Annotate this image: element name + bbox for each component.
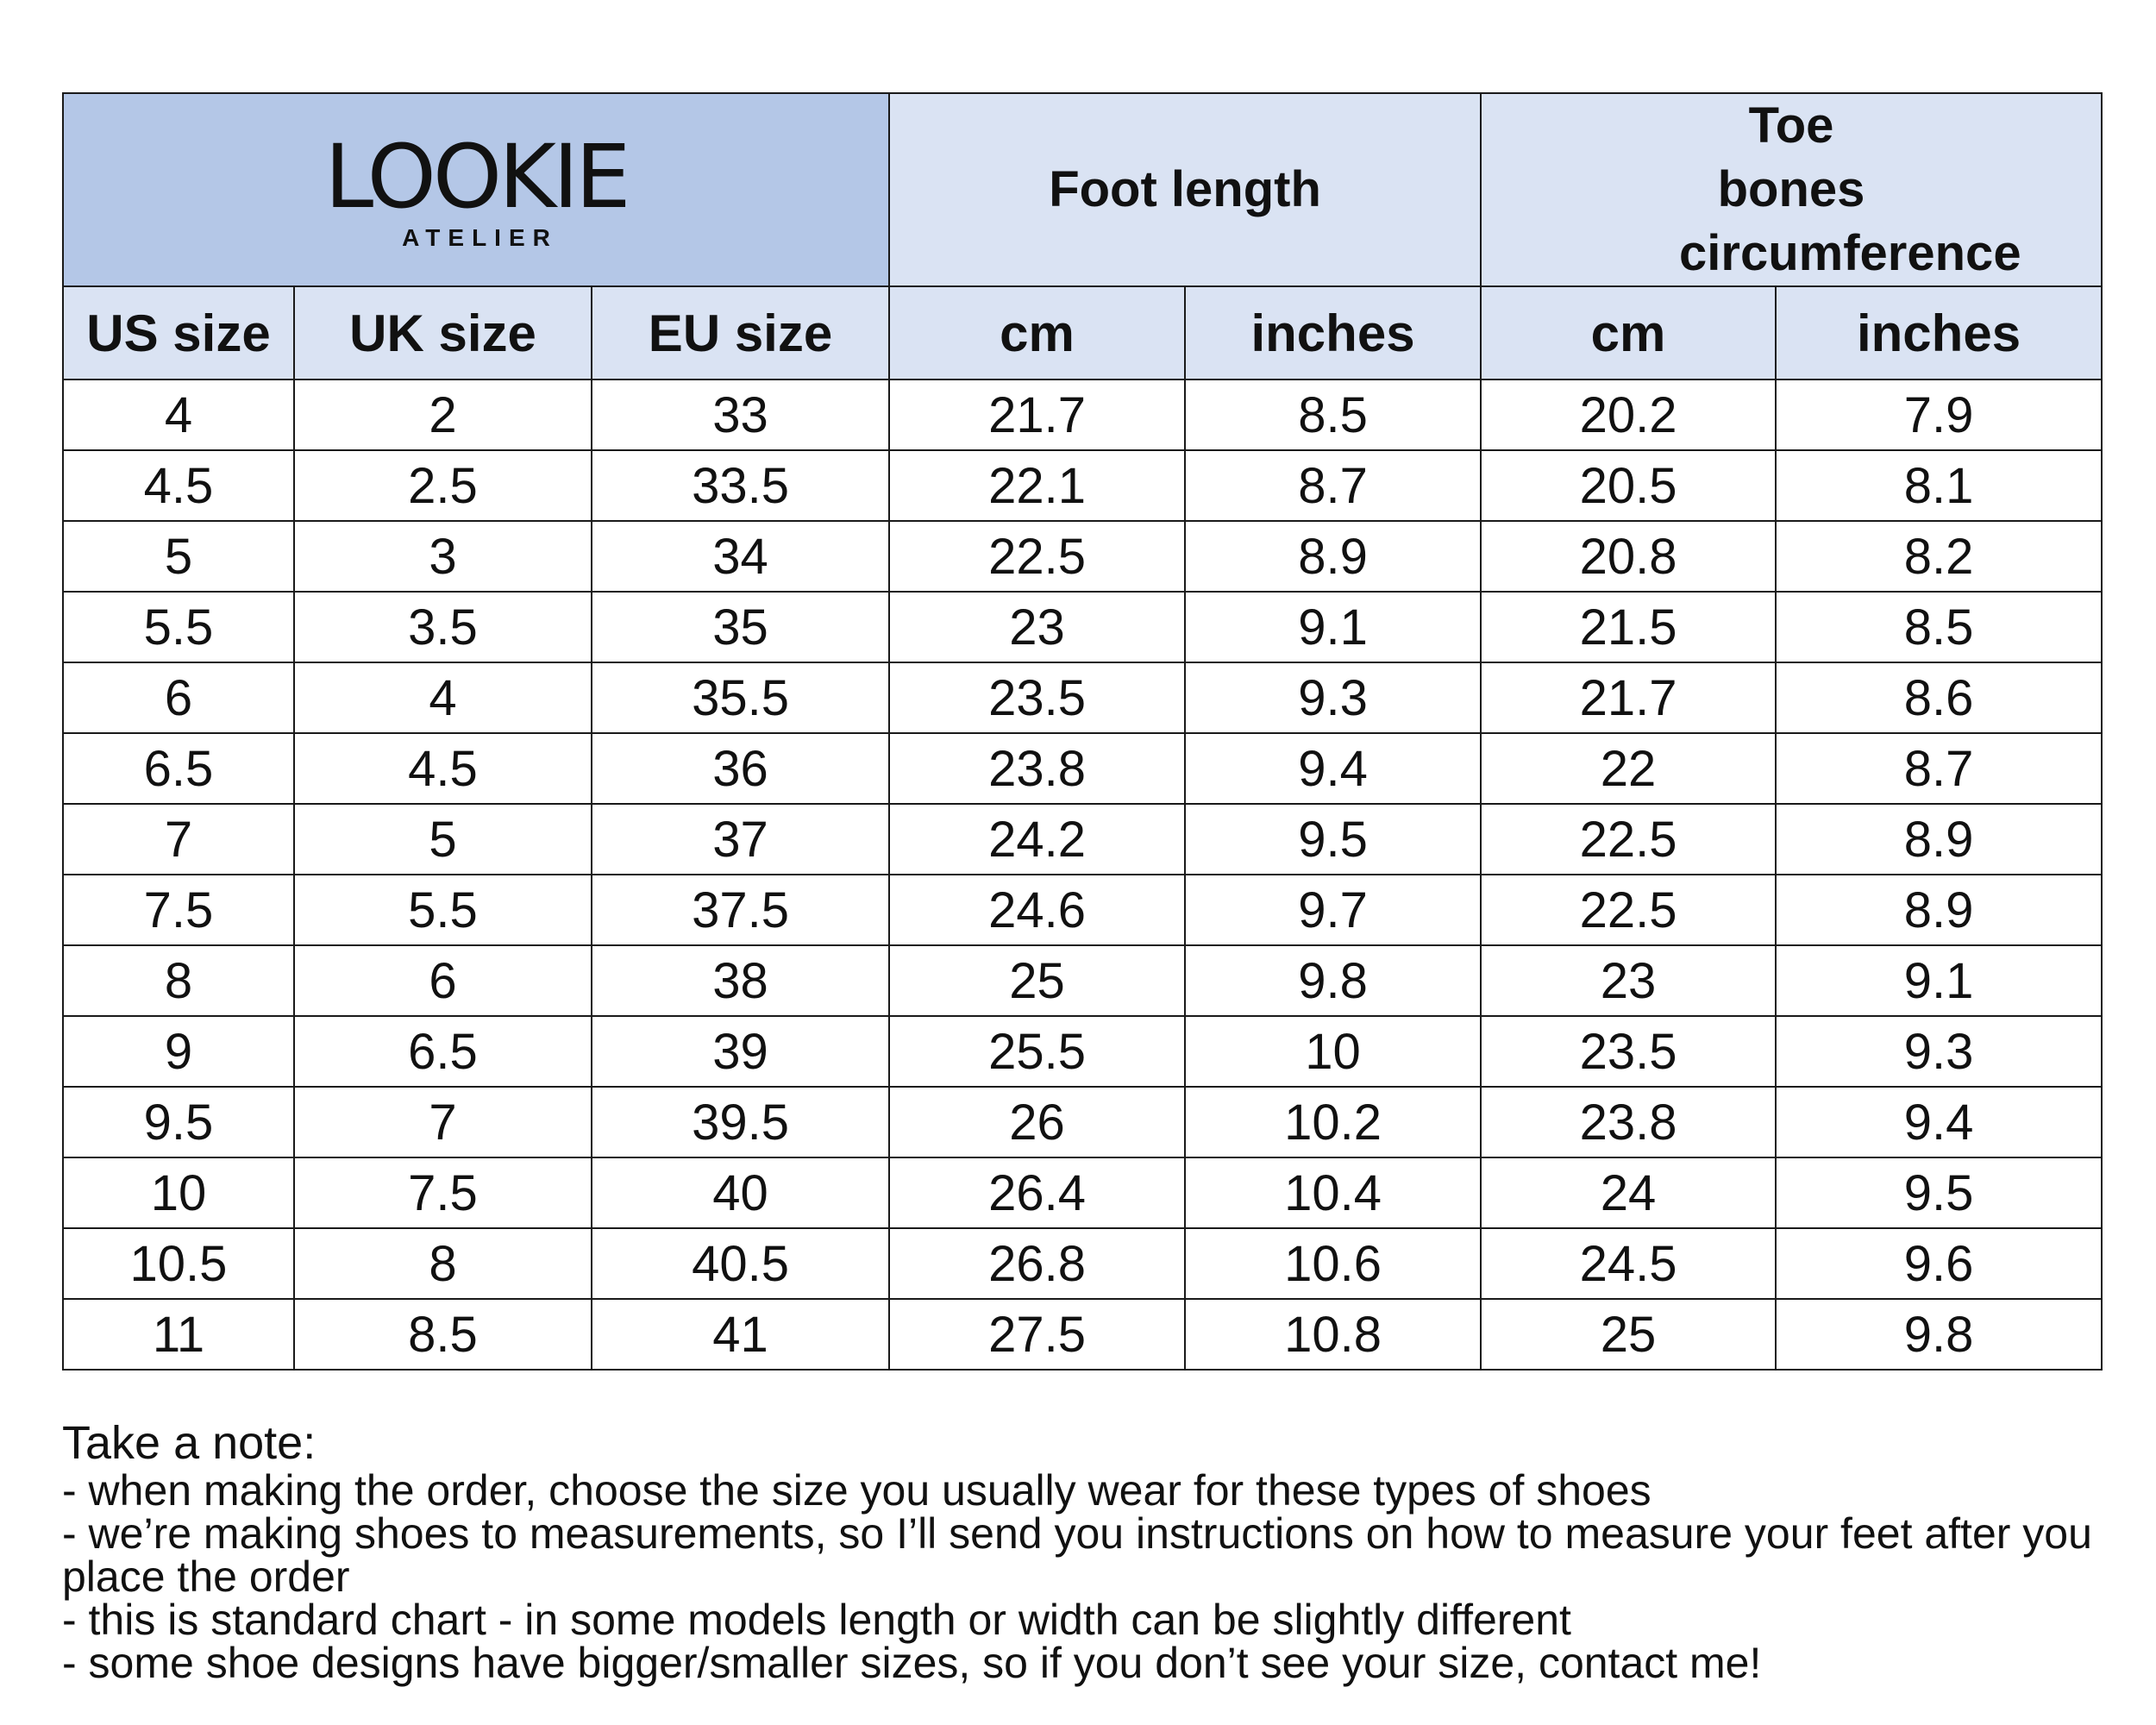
table-row [63, 450, 2102, 521]
table-cell: 9.4 [1776, 1087, 2102, 1157]
note-line: - some shoe designs have bigger/smaller sizes, so if you don’t see your size, contact me! [62, 1639, 1762, 1687]
table-cell: 9.1 [1776, 945, 2102, 1016]
table-cell: 6 [63, 662, 294, 733]
table-cell: 5.5 [63, 592, 294, 662]
table-cell: 8.5 [1776, 592, 2102, 662]
table-cell: 9.5 [1776, 1157, 2102, 1228]
table-cell: 4 [294, 662, 592, 733]
table-cell: 33.5 [592, 450, 889, 521]
table-cell: 22.5 [1481, 804, 1776, 875]
toe-bones-header [1481, 93, 2102, 286]
table-cell: 22.5 [1481, 875, 1776, 945]
table-cell: 23.8 [889, 733, 1185, 804]
table-cell: 39 [592, 1016, 889, 1087]
table-cell: 27.5 [889, 1299, 1185, 1370]
table-cell: 2.5 [294, 450, 592, 521]
column-header: US size [63, 286, 294, 380]
table-cell: 39.5 [592, 1087, 889, 1157]
table-cell: 9.3 [1185, 662, 1481, 733]
table-cell: 9.7 [1185, 875, 1481, 945]
table-row [63, 875, 2102, 945]
column-header: EU size [592, 286, 889, 380]
table-row [63, 1157, 2102, 1228]
table-body [63, 380, 2102, 1370]
table-cell: 25.5 [889, 1016, 1185, 1087]
table-row [63, 1087, 2102, 1157]
table-row [63, 1016, 2102, 1087]
table-cell: 9.5 [1185, 804, 1481, 875]
column-header: cm [889, 286, 1185, 380]
table-cell: 8.9 [1185, 521, 1481, 592]
table-cell: 37.5 [592, 875, 889, 945]
column-header: inches [1185, 286, 1481, 380]
logo-subtitle: ATELIER [402, 224, 558, 251]
table-cell: 25 [889, 945, 1185, 1016]
table-cell: 3.5 [294, 592, 592, 662]
table-cell: 36 [592, 733, 889, 804]
table-cell: 40 [592, 1157, 889, 1228]
column-header: cm [1481, 286, 1776, 380]
table-cell: 21.7 [1481, 662, 1776, 733]
table-cell: 6 [294, 945, 592, 1016]
table-cell: 5 [294, 804, 592, 875]
column-header: UK size [294, 286, 592, 380]
table-cell: 10.4 [1185, 1157, 1481, 1228]
table-cell: 37 [592, 804, 889, 875]
table-cell: 8 [294, 1228, 592, 1299]
table-cell: 10.6 [1185, 1228, 1481, 1299]
table-cell: 7 [63, 804, 294, 875]
column-header: inches [1776, 286, 2102, 380]
table-row [63, 804, 2102, 875]
table-cell: 38 [592, 945, 889, 1016]
logo-cell [63, 93, 889, 286]
table-cell: 9 [63, 1016, 294, 1087]
table-row [63, 380, 2102, 450]
table-cell: 20.2 [1481, 380, 1776, 450]
table-cell: 6.5 [294, 1016, 592, 1087]
table-cell: 8.7 [1185, 450, 1481, 521]
table-cell: 9.8 [1776, 1299, 2102, 1370]
table-cell: 21.7 [889, 380, 1185, 450]
table-cell: 8.9 [1776, 875, 2102, 945]
table-cell: 9.8 [1185, 945, 1481, 1016]
table-cell: 7.5 [63, 875, 294, 945]
table-cell: 10.5 [63, 1228, 294, 1299]
table-cell: 26.8 [889, 1228, 1185, 1299]
table-cell: 22 [1481, 733, 1776, 804]
foot-length-header: Foot length [889, 93, 1481, 286]
table-cell: 8.7 [1776, 733, 2102, 804]
table-row [63, 945, 2102, 1016]
table-cell: 34 [592, 521, 889, 592]
table-cell: 21.5 [1481, 592, 1776, 662]
table-cell: 40.5 [592, 1228, 889, 1299]
note-line: - this is standard chart - in some models length or width can be slightly different [62, 1596, 1571, 1644]
table-cell: 24.2 [889, 804, 1185, 875]
table-cell: 23.5 [889, 662, 1185, 733]
table-cell: 8.9 [1776, 804, 2102, 875]
table-row [63, 733, 2102, 804]
table-cell: 8.6 [1776, 662, 2102, 733]
table-cell: 10.2 [1185, 1087, 1481, 1157]
size-chart-table [62, 92, 2103, 1371]
note-line: - when making the order, choose the size you usually wear for these types of shoes [62, 1466, 1651, 1515]
table-cell: 4.5 [63, 450, 294, 521]
notes-list [62, 1466, 2115, 1687]
table-cell: 10 [1185, 1016, 1481, 1087]
table-cell: 24.5 [1481, 1228, 1776, 1299]
table-cell: 8.2 [1776, 521, 2102, 592]
group-header-row [63, 93, 2102, 286]
notes-section [62, 1417, 2115, 1687]
table-cell: 22.5 [889, 521, 1185, 592]
table-cell: 23 [889, 592, 1185, 662]
table-cell: 9.1 [1185, 592, 1481, 662]
table-cell: 9.6 [1776, 1228, 2102, 1299]
table-cell: 35.5 [592, 662, 889, 733]
table-cell: 11 [63, 1299, 294, 1370]
table-cell: 20.8 [1481, 521, 1776, 592]
table-cell: 2 [294, 380, 592, 450]
table-cell: 8.5 [1185, 380, 1481, 450]
table-cell: 23.8 [1481, 1087, 1776, 1157]
table-cell: 26.4 [889, 1157, 1185, 1228]
table-cell: 7.9 [1776, 380, 2102, 450]
table-row [63, 1228, 2102, 1299]
column-header-row [63, 286, 2102, 380]
logo-name: LOOKIE [324, 126, 628, 229]
table-row [63, 592, 2102, 662]
table-cell: 3 [294, 521, 592, 592]
table-cell: 24.6 [889, 875, 1185, 945]
table-cell: 8.5 [294, 1299, 592, 1370]
table-cell: 4 [63, 380, 294, 450]
brand-logo [324, 126, 628, 255]
table-cell: 8 [63, 945, 294, 1016]
table-cell: 22.1 [889, 450, 1185, 521]
table-row [63, 1299, 2102, 1370]
table-cell: 5 [63, 521, 294, 592]
table-row [63, 521, 2102, 592]
table-cell: 23 [1481, 945, 1776, 1016]
table-cell: 5.5 [294, 875, 592, 945]
notes-title: Take a note: [62, 1417, 317, 1469]
table-cell: 4.5 [294, 733, 592, 804]
table-cell: 6.5 [63, 733, 294, 804]
table-cell: 26 [889, 1087, 1185, 1157]
table-cell: 9.5 [63, 1087, 294, 1157]
table-cell: 33 [592, 380, 889, 450]
table-cell: 41 [592, 1299, 889, 1370]
table-cell: 10 [63, 1157, 294, 1228]
table-row [63, 662, 2102, 733]
table-cell: 10.8 [1185, 1299, 1481, 1370]
table-cell: 7.5 [294, 1157, 592, 1228]
table-cell: 25 [1481, 1299, 1776, 1370]
table-cell: 24 [1481, 1157, 1776, 1228]
note-line: - we’re making shoes to measurements, so I’ll send you instructions on how to measure your feet after you place the order [62, 1509, 2092, 1601]
table-cell: 8.1 [1776, 450, 2102, 521]
toe-bones-header-text: Toe bones circumference [1679, 97, 2021, 281]
table-cell: 9.3 [1776, 1016, 2102, 1087]
table-cell: 9.4 [1185, 733, 1481, 804]
table-cell: 7 [294, 1087, 592, 1157]
table-cell: 20.5 [1481, 450, 1776, 521]
table-cell: 23.5 [1481, 1016, 1776, 1087]
table-cell: 35 [592, 592, 889, 662]
